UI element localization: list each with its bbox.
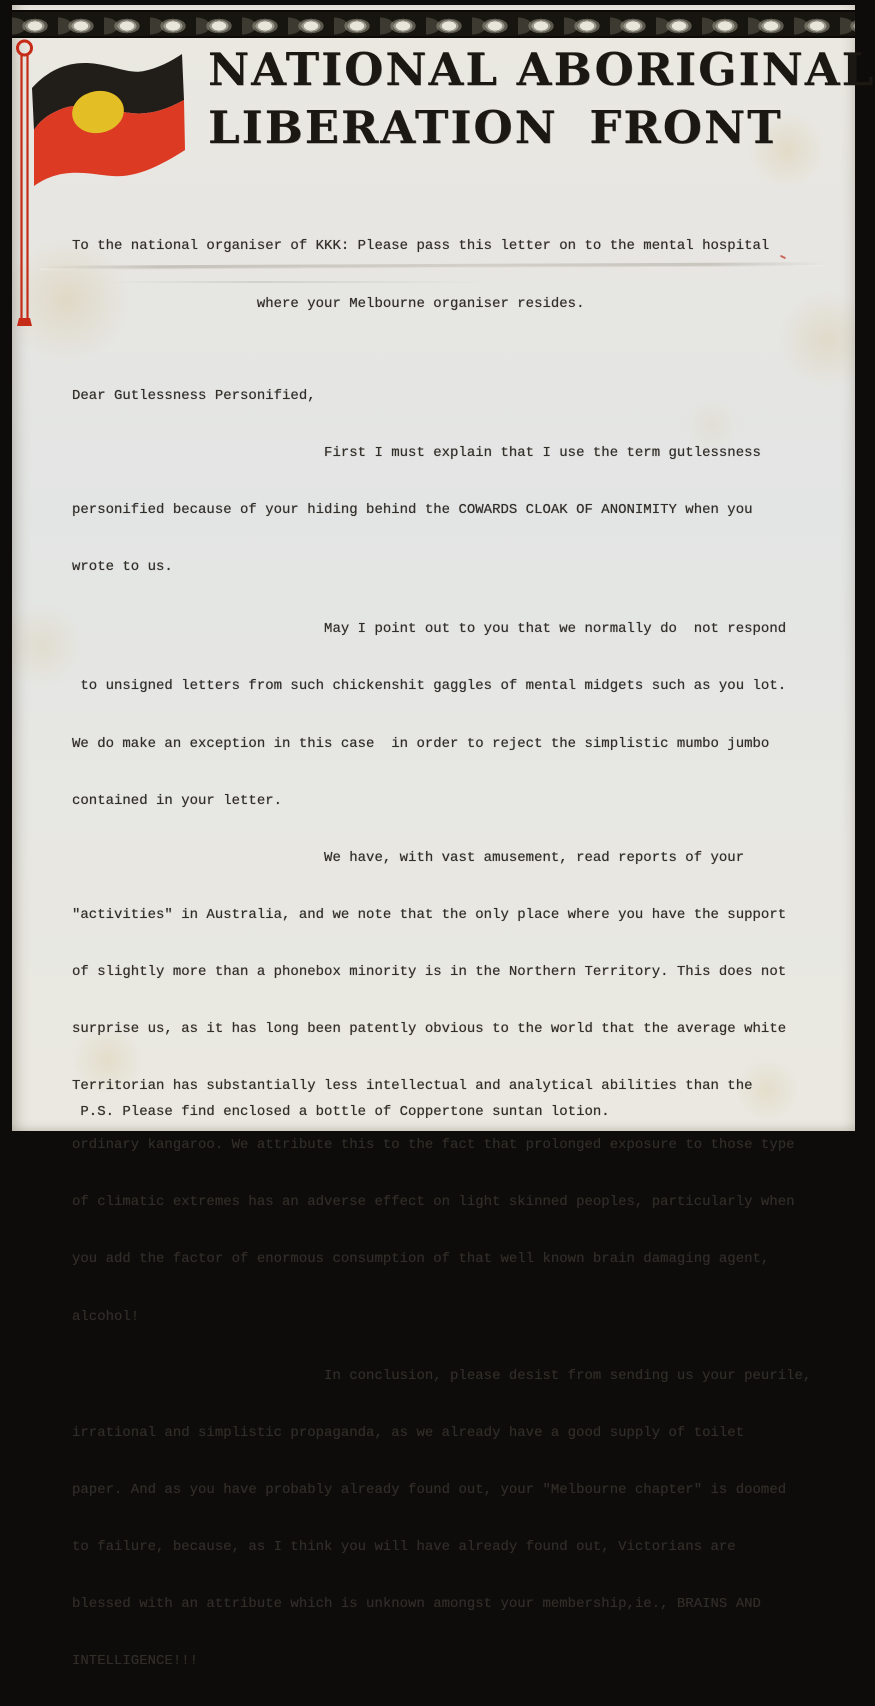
letter-body — [72, 352, 811, 1706]
letterhead-title-line2: LIBERATION FRONT — [208, 101, 783, 154]
letter-line: you add the factor of enormous consumption of that well known brain damaging agent, — [72, 1251, 770, 1268]
letter-line: personified because of your hiding behind the COWARDS CLOAK OF ANONIMITY when you — [72, 502, 753, 519]
address-line-1: To the national organiser of KKK: Please pass this letter on to the mental hospital — [72, 238, 770, 254]
letter-line: In conclusion, please desist from sending us your peurile, — [72, 1367, 812, 1384]
address-line-2: where your Melbourne organiser resides. — [72, 296, 585, 312]
letter-line: paper. And as you have probably already found out, your "Melbourne chapter" is doomed — [72, 1481, 787, 1498]
letter-line: surprise us, as it has long been patently obvious to the world that the average white — [72, 1021, 787, 1038]
flag-pole-ring-icon — [18, 41, 32, 55]
letter-line: We do make an exception in this case in order to reject the simplistic mumbo jumbo — [72, 735, 770, 752]
letter-line: irrational and simplistic propaganda, as we already have a good supply of toilet — [72, 1424, 745, 1441]
letterhead-title-line1: NATIONAL ABORIGINAL — [208, 43, 875, 96]
letter-line: blessed with an attribute which is unknown amongst your membership,ie., BRAINS AND — [72, 1595, 761, 1612]
letter-paper — [12, 5, 875, 1670]
paper-crease-faint — [107, 281, 486, 283]
letter-line: alcohol! — [72, 1308, 140, 1325]
letter-line: Dear Gutlessness Personified, — [72, 388, 316, 404]
letter-line: to failure, because, as I think you will have already found out, Victorians are — [72, 1538, 736, 1555]
address-note — [72, 201, 769, 349]
red-ink-speck — [780, 255, 786, 259]
letter-line: Territorian has substantially less intellectual and analytical abilities than the — [72, 1078, 753, 1095]
letter-line: of slightly more than a phonebox minority is in the Northern Territory. This does not — [72, 963, 787, 980]
letter-line: ordinary kangaroo. We attribute this to the fact that prolonged exposure to those type — [72, 1137, 795, 1154]
letter-line: "activities" in Australia, and we note that the only place where you have the support — [72, 906, 787, 923]
letter-line: to unsigned letters from such chickenshit gaggles of mental midgets such as you lot. — [72, 678, 787, 695]
postscript-line: P.S. Please find enclosed a bottle of Coppertone suntan lotion. — [72, 1104, 610, 1120]
letter-line: We have, with vast amusement, read reports of your — [72, 849, 745, 866]
letter-line: First I must explain that I use the term gutlessness — [72, 445, 761, 462]
letter-line: of climatic extremes has an adverse effect on light skinned peoples, particularly when — [72, 1194, 795, 1211]
letter-line: May I point out to you that we normally do not respond — [72, 621, 787, 638]
letter-line: contained in your letter. — [72, 792, 283, 809]
letterhead-title — [208, 41, 875, 157]
flag-pole-base — [17, 318, 32, 326]
letter-line: INTELLIGENCE!!! — [72, 1653, 199, 1670]
letter-line: wrote to us. — [72, 559, 173, 576]
decorative-braid-band — [12, 10, 855, 38]
